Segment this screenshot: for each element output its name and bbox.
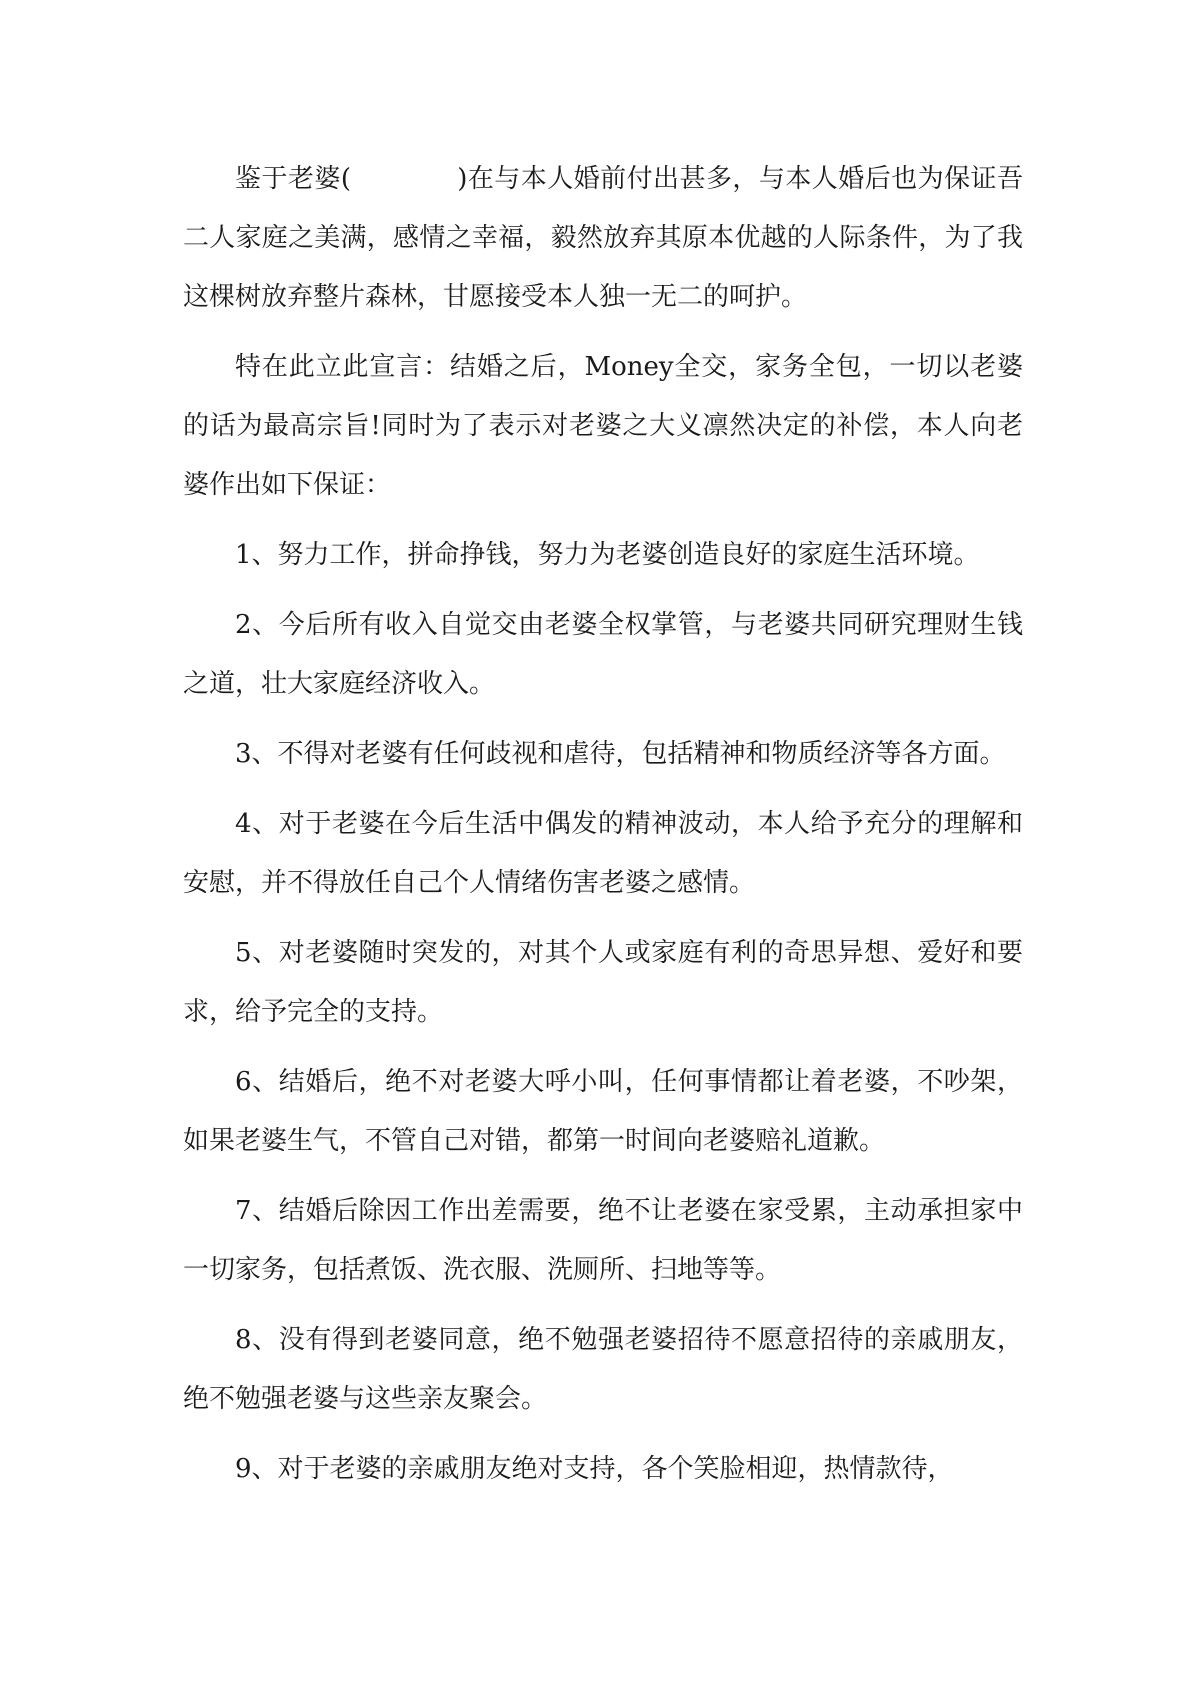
pledge-item-6: 6、结婚后，绝不对老婆大呼小叫，任何事情都让着老婆，不吵架，如果老婆生气，不管自己对错，都第一时间向老婆赔礼道歉。	[183, 1067, 1023, 1156]
pledge-item-4: 4、对于老婆在今后生活中偶发的精神波动，本人给予充分的理解和安慰，并不得放任自己个人情绪伤害老婆之感情。	[183, 809, 1023, 898]
pledge-item-7: 7、结婚后除因工作出差需要，绝不让老婆在家受累，主动承担家中一切家务，包括煮饭、洗衣服、洗厕所、扫地等等。	[183, 1196, 1023, 1285]
intro-paragraph: 鉴于老婆( )在与本人婚前付出甚多，与本人婚后也为保证吾二人家庭之美满，感情之幸福，毅然放弃其原本优越的人际条件，为了我这棵树放弃整片森林，甘愿接受本人独一无二的呵护。	[183, 164, 1023, 312]
pledge-item-3: 3、不得对老婆有任何歧视和虐待，包括精神和物质经济等各方面。	[235, 739, 1006, 769]
pledge-item-1: 1、努力工作，拼命挣钱，努力为老婆创造良好的家庭生活环境。	[235, 540, 980, 570]
declaration-paragraph: 特在此立此宣言：结婚之后，Money全交，家务全包，一切以老婆的话为最高宗旨!同时为了表示对老婆之大义凛然决定的补偿，本人向老婆作出如下保证：	[183, 352, 1023, 500]
pledge-item-2: 2、今后所有收入自觉交由老婆全权掌管，与老婆共同研究理财生钱之道，壮大家庭经济收入。	[183, 610, 1023, 699]
pledge-item-8: 8、没有得到老婆同意，绝不勉强老婆招待不愿意招待的亲戚朋友，绝不勉强老婆与这些亲友聚会。	[183, 1325, 1023, 1414]
pledge-item-5: 5、对老婆随时突发的，对其个人或家庭有利的奇思异想、爱好和要求，给予完全的支持。	[183, 938, 1023, 1027]
document-body	[183, 150, 1023, 1510]
pledge-item-9: 9、对于老婆的亲戚朋友绝对支持，各个笑脸相迎，热情款待，	[235, 1454, 954, 1484]
